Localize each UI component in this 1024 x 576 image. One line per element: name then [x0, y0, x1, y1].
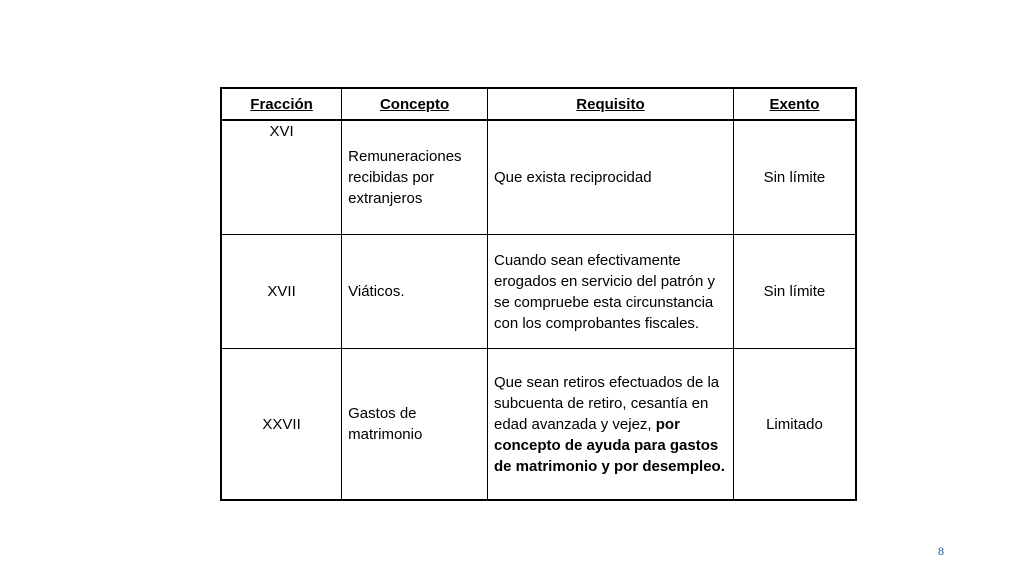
cell-concepto: Remuneraciones recibidas por extranjeros [342, 120, 488, 235]
requisito-plain-text: Que sean retiros efectuados de la subcuenta de retiro, cesantía en edad avanzada y vejez, [493, 373, 720, 433]
table-row [221, 235, 856, 349]
cell-exento: Sin límite [733, 120, 856, 235]
header-exento: Exento [733, 88, 856, 120]
page-number: 8 [938, 544, 944, 558]
cell-requisito: Que exista reciprocidad [487, 120, 733, 235]
table-header-row [221, 88, 856, 120]
cell-exento: Sin límite [733, 235, 856, 349]
cell-fraccion: XVII [221, 235, 342, 349]
cell-concepto: Viáticos. [342, 235, 488, 349]
cell-exento: Limitado [733, 349, 856, 501]
requisito-bold-text: por concepto de ayuda para gastos de matrimonio y por desempleo. [493, 415, 725, 475]
cell-fraccion: XVI [221, 120, 342, 235]
table-row [221, 349, 856, 501]
exemptions-table [220, 87, 857, 501]
cell-concepto: Gastos de matrimonio [342, 349, 488, 501]
cell-requisito: Cuando sean efectivamente erogados en servicio del patrón y se compruebe esta circunstancia con los comprobantes fiscales. [487, 235, 733, 349]
table-row [221, 120, 856, 235]
header-fraccion: Fracción [221, 88, 342, 120]
cell-fraccion: XXVII [221, 349, 342, 501]
header-concepto: Concepto [342, 88, 488, 120]
cell-requisito [487, 349, 733, 501]
header-requisito: Requisito [487, 88, 733, 120]
